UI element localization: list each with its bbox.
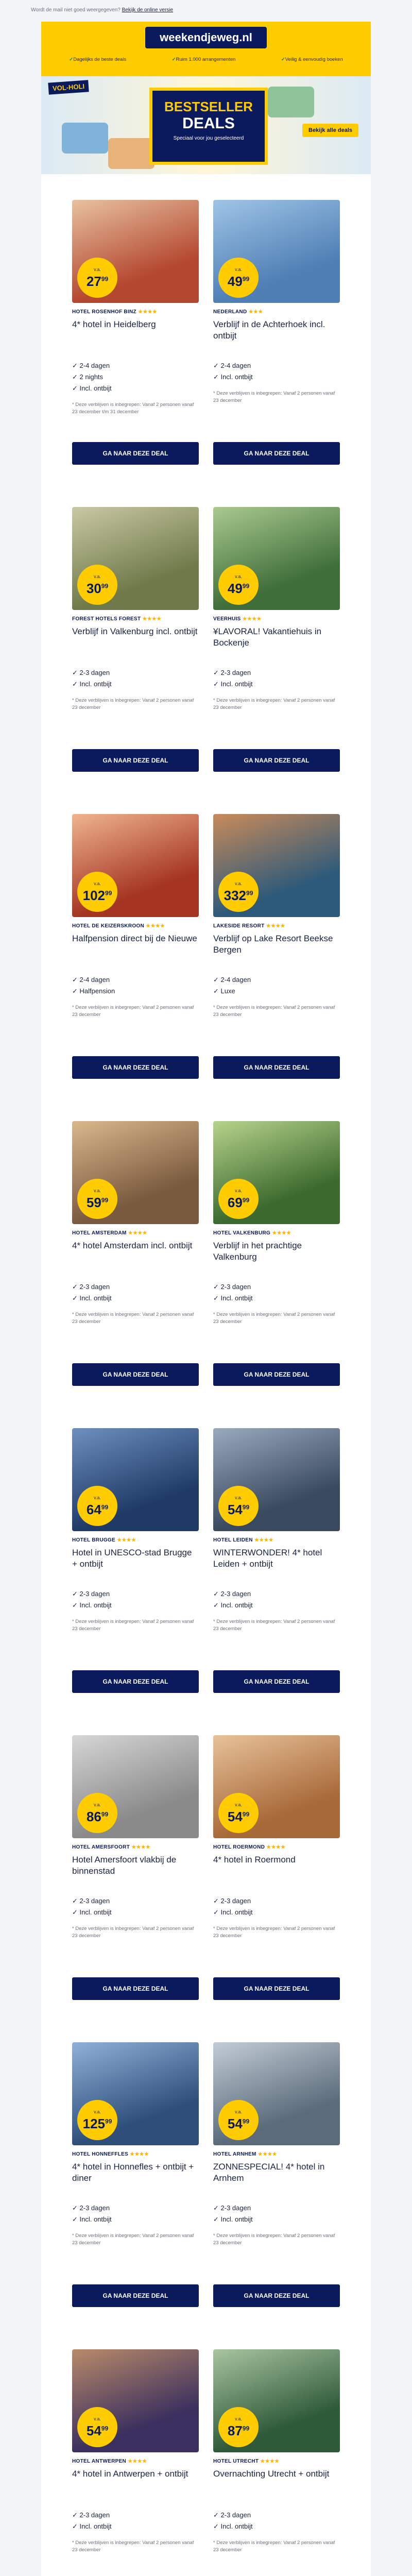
deal-card[interactable] [213,2349,340,2576]
hero-line2: DEALS [182,115,235,132]
deal-specs [72,974,199,997]
deal-specs [213,2202,340,2225]
price-cents: 99 [105,889,112,896]
deal-title[interactable]: Overnachting Utrecht + ontbijt [213,2469,330,2479]
deal-spec: ✓ Incl. ontbijt [213,1907,340,1918]
price-from-label: v.a. [94,574,101,579]
deal-image[interactable] [213,2349,340,2452]
deal-stars: ★★★★ [138,309,158,315]
deal-title[interactable]: 4* hotel in Honnefles + ontbijt + diner [72,2162,194,2183]
price-from-label: v.a. [235,1495,242,1500]
deal-card[interactable] [213,814,340,1121]
deal-card[interactable] [213,2042,340,2349]
price-from-label: v.a. [94,881,101,886]
deal-card[interactable] [72,1428,199,1735]
deal-spec: ✓ Incl. ontbijt [72,2521,199,2532]
deal-spec: ✓ 2-3 dagen [72,2202,199,2214]
price-badge [77,1486,117,1526]
price-cents: 99 [101,1503,109,1511]
deal-location [213,616,340,622]
deal-image[interactable] [213,1428,340,1531]
deal-specs [213,2510,340,2532]
deal-location-text: HOTEL HONNEFFLES [72,2151,129,2157]
deal-location-text: NEDERLAND [213,309,247,315]
deal-specs [72,1895,199,1918]
deal-card[interactable] [213,200,340,507]
price-badge [218,1179,259,1219]
deal-image[interactable] [213,2042,340,2145]
price-cents: 99 [242,2117,250,2125]
price-from-label: v.a. [94,2416,101,2421]
deal-spec: ✓ 2-3 dagen [72,1588,199,1600]
deal-specs [72,2202,199,2225]
price-badge [77,2100,117,2140]
price-value [83,2116,112,2131]
deal-stars: ★★★★ [266,1844,286,1850]
price-cents: 99 [101,1810,109,1818]
hero-book [149,88,268,165]
deal-location [72,616,199,622]
deal-specs [72,1588,199,1611]
deal-title[interactable]: Hotel Amersfoort vlakbij de binnenstad [72,1855,177,1876]
deal-spec: ✓ 2-4 dagen [72,360,199,371]
deal-spec: ✓ 2-3 dagen [72,667,199,679]
deal-location-text: LAKESIDE RESORT [213,923,265,929]
deal-title[interactable]: 4* hotel in Antwerpen + ontbijt [72,2469,188,2479]
price-from-label: v.a. [94,1802,101,1807]
deal-location-text: HOTEL ANTWERPEN [72,2459,127,2464]
deal-note: * Deze verblijven is inbegrepen: Vanaf 2 personen vanaf 23 december [213,1312,335,1325]
deal-spec: ✓ Incl. ontbijt [213,2521,340,2532]
deal-stars: ★★★★ [130,2151,149,2157]
deal-stars: ★★★★ [266,923,285,929]
price-badge [77,1793,117,1833]
deal-location [213,1537,340,1543]
deal-location-text: HOTEL LEIDEN [213,1537,253,1543]
deal-location-text: HOTEL ROSENHOF BINZ [72,309,136,315]
deal-title[interactable]: 4* hotel in Roermond [213,1855,296,1865]
price-value [228,1502,249,1517]
deal-specs [213,974,340,997]
deal-button[interactable]: GA NAAR DEZE DEAL [213,1977,340,2000]
price-from-label: v.a. [94,2109,101,2114]
price-from-label: v.a. [94,267,101,272]
price-from-label: v.a. [235,1188,242,1193]
deal-note: * Deze verblijven is inbegrepen: Vanaf 2 personen vanaf 23 december [213,1005,335,1018]
deal-image[interactable] [213,1735,340,1838]
topline [0,0,412,22]
deal-spec: ✓ 2-3 dagen [72,1895,199,1907]
deal-button[interactable]: GA NAAR DEZE DEAL [72,1977,199,2000]
price-badge [218,872,259,912]
price-value [87,274,108,289]
deal-button[interactable]: GA NAAR DEZE DEAL [213,1670,340,1693]
hero-subtitle: Speciaal voor jou geselecteerd [173,135,244,141]
price-badge [218,565,259,605]
deal-specs [213,1588,340,1611]
usp-item: ✓ Ruim 1.000 arrangementen [172,57,236,62]
deal-location-text: HOTEL AMERSFOORT [72,1844,130,1850]
deal-image[interactable] [72,507,199,610]
price-value [83,888,112,903]
price-from-label: v.a. [94,1495,101,1500]
price-euros: 49 [227,273,243,289]
price-euros: 54 [227,2115,243,2131]
price-cents: 99 [246,889,253,896]
deal-note: * Deze verblijven is inbegrepen: Vanaf 2 personen vanaf 23 december [72,2540,194,2553]
deal-stars: ★★★★ [146,923,165,929]
deal-spec: ✓ 2-3 dagen [213,2510,340,2521]
deal-specs [72,2510,199,2532]
price-euros: 59 [86,1194,101,1210]
price-cents: 99 [101,1196,109,1204]
deal-spec: ✓ Halfpension [72,986,199,997]
deal-image[interactable] [213,1121,340,1224]
price-value [87,2423,108,2438]
deal-specs [213,360,340,383]
header-usps [41,57,371,62]
deal-specs [213,667,340,690]
deal-location [72,2459,199,2464]
deal-spec: ✓ 2-3 dagen [213,2202,340,2214]
deal-spec: ✓ Incl. ontbijt [72,2214,199,2225]
deal-note: * Deze verblijven is inbegrepen: Vanaf 2 personen vanaf 23 december [72,1312,194,1325]
deal-title[interactable]: Hotel in UNESCO-stad Brugge + ontbijt [72,1548,192,1569]
price-euros: 54 [227,1808,243,1824]
deal-note: * Deze verblijven is inbegrepen: Vanaf 2 personen vanaf 23 december [72,1619,194,1632]
deal-location [213,1230,340,1236]
price-value [87,1502,108,1517]
price-value [87,1195,108,1210]
hero-line1: BESTSELLER [164,99,253,114]
price-badge [218,1793,259,1833]
deal-location [213,309,340,315]
deal-spec: ✓ Luxe [213,986,340,997]
deal-button[interactable]: GA NAAR DEZE DEAL [72,442,199,465]
deal-image[interactable] [72,1428,199,1531]
deal-specs [72,667,199,690]
price-from-label: v.a. [235,881,242,886]
deal-stars: ★★★★ [142,616,162,622]
deal-specs [213,1281,340,1304]
deal-spec: ✓ 2-3 dagen [213,1588,340,1600]
deal-spec: ✓ Incl. ontbijt [72,1600,199,1611]
deal-button[interactable]: GA NAAR DEZE DEAL [213,442,340,465]
deal-location-text: FOREST HOTELS FOREST [72,616,141,622]
deal-spec: ✓ Incl. ontbijt [213,2214,340,2225]
usp-item: ✓ Dagelijks de beste deals [69,57,126,62]
price-euros: 30 [86,580,101,596]
deal-note: * Deze verblijven is inbegrepen: Vanaf 2 personen vanaf 23 december [72,1005,194,1018]
deal-title[interactable]: Halfpension direct bij de Nieuwe [72,934,197,943]
deal-spec: ✓ 2-3 dagen [213,1281,340,1293]
deal-location-text: HOTEL BRUGGE [72,1537,115,1543]
deal-location-text: VEERHUIS [213,616,241,622]
deal-image[interactable] [72,1121,199,1224]
deal-card[interactable] [213,1428,340,1735]
hero-tag: VOL-HOLI [48,80,89,94]
online-version-link[interactable]: Bekijk de online versie [122,7,174,13]
header [41,22,371,76]
hero-deco-image [108,138,154,169]
deal-spec: ✓ Incl. ontbijt [213,1293,340,1304]
price-from-label: v.a. [235,574,242,579]
deal-title[interactable]: Verblijf in het prachtige Valkenburg [213,1241,302,1262]
deal-stars: ★★★★ [254,1537,273,1543]
deal-card[interactable] [72,2042,199,2349]
deal-button[interactable]: GA NAAR DEZE DEAL [213,2284,340,2307]
deal-card[interactable] [72,2349,199,2576]
deal-card[interactable] [72,200,199,507]
deal-location [72,923,199,929]
deal-stars: ★★★★ [242,616,262,622]
price-badge [218,258,259,298]
deal-note: * Deze verblijven is inbegrepen: Vanaf 2 personen vanaf 23 december [72,698,194,710]
deal-button[interactable]: GA NAAR DEZE DEAL [72,2284,199,2307]
price-value [228,2423,249,2438]
price-euros: 125 [82,2115,106,2131]
price-value [228,2116,249,2131]
deal-image[interactable] [213,507,340,610]
price-from-label: v.a. [235,267,242,272]
deal-specs [213,1895,340,1918]
price-badge [77,2407,117,2447]
price-value [87,581,108,596]
price-cents: 99 [242,275,250,282]
price-cents: 99 [101,582,109,589]
deal-stars: ★★★ [248,309,263,315]
price-euros: 64 [86,1501,101,1517]
deal-title[interactable]: 4* hotel in Heidelberg [72,319,156,329]
topline-text: Wordt de mail niet goed weergegeven? [31,7,121,13]
hero-deco-image [62,123,108,154]
price-from-label: v.a. [235,2109,242,2114]
price-cents: 99 [105,2117,112,2125]
deal-title[interactable]: Verblijf in de Achterhoek incl. ontbijt [213,319,325,341]
deal-location-text: HOTEL UTRECHT [213,2459,259,2464]
deal-spec: ✓ Incl. ontbijt [213,1600,340,1611]
hero-banner[interactable] [41,76,371,174]
deal-note: * Deze verblijven is inbegrepen: Vanaf 2 personen vanaf 23 december [213,698,335,710]
deal-spec: ✓ Incl. ontbijt [72,383,199,394]
price-cents: 99 [101,2425,109,2432]
deal-title[interactable]: 4* hotel Amsterdam incl. ontbijt [72,1241,193,1250]
price-badge [218,2407,259,2447]
price-cents: 99 [101,275,109,282]
hero-deco-image [268,87,314,117]
deal-spec: ✓ Incl. ontbijt [72,1907,199,1918]
deal-location [72,1844,199,1850]
deal-location-text: HOTEL ROERMOND [213,1844,265,1850]
deal-grid [41,174,371,2576]
price-cents: 99 [242,1196,250,1204]
price-from-label: v.a. [94,1188,101,1193]
price-badge [218,1486,259,1526]
deal-note: * Deze verblijven is inbegrepen: Vanaf 2 personen vanaf 23 december [213,391,335,403]
deal-title[interactable]: Verblijf in Valkenburg incl. ontbijt [72,626,198,636]
deal-specs [72,360,199,394]
deal-title[interactable]: Verblijf op Lake Resort Beekse Bergen [213,934,333,955]
deal-spec: ✓ Incl. ontbijt [213,679,340,690]
deal-location [72,309,199,315]
deal-card[interactable] [72,1121,199,1428]
deal-stars: ★★★★ [260,2459,280,2464]
price-cents: 99 [242,582,250,589]
price-euros: 54 [227,1501,243,1517]
deal-image[interactable] [213,814,340,917]
deal-location [213,923,340,929]
deal-image[interactable] [72,814,199,917]
price-cents: 99 [242,1503,250,1511]
price-value [228,1809,249,1824]
price-value [228,1195,249,1210]
price-from-label: v.a. [235,2416,242,2421]
deal-location [213,1844,340,1850]
deal-location-text: HOTEL AMSTERDAM [72,1230,127,1236]
deal-spec: ✓ 2-3 dagen [213,667,340,679]
price-badge [218,2100,259,2140]
deal-note: * Deze verblijven is inbegrepen: Vanaf 2 personen vanaf 23 december [72,2233,194,2246]
price-euros: 332 [224,887,247,903]
deal-spec: ✓ 2 nights [72,371,199,383]
price-badge [77,1179,117,1219]
deal-note: * Deze verblijven is inbegrepen: Vanaf 2 personen vanaf 23 december [213,2233,335,2246]
deal-image[interactable] [72,1735,199,1838]
deal-button[interactable]: GA NAAR DEZE DEAL [72,1363,199,1386]
deal-spec: ✓ Incl. ontbijt [72,1293,199,1304]
deal-image[interactable] [72,2042,199,2145]
price-from-label: v.a. [235,1802,242,1807]
deal-title[interactable]: ¥LAVORAL! Vakantiehuis in Bockenje [213,626,322,648]
deal-note: * Deze verblijven is inbegrepen: Vanaf 2 personen vanaf 23 december [213,1619,335,1632]
deal-note: * Deze verblijven is inbegrepen: Vanaf 2 personen vanaf 23 december [72,1926,194,1939]
deal-spec: ✓ 2-3 dagen [72,1281,199,1293]
deal-image[interactable] [72,2349,199,2452]
deal-stars: ★★★★ [117,1537,136,1543]
deal-button[interactable]: GA NAAR DEZE DEAL [213,749,340,772]
price-euros: 86 [86,1808,101,1824]
deal-location-text: HOTEL VALKENBURG [213,1230,271,1236]
deal-note: * Deze verblijven is inbegrepen: Vanaf 2 personen vanaf 23 december [213,1926,335,1939]
deal-spec: ✓ Incl. ontbijt [213,371,340,383]
deal-stars: ★★★★ [128,1230,147,1236]
deal-card[interactable] [213,507,340,814]
deal-note: * Deze verblijven is inbegrepen: Vanaf 2 personen vanaf 23 december t/m 31 december [72,402,194,415]
deal-location [72,1230,199,1236]
deal-location [72,2151,199,2157]
deal-card[interactable] [72,814,199,1121]
deal-stars: ★★★★ [272,1230,291,1236]
deal-image[interactable] [72,200,199,303]
price-euros: 27 [86,273,101,289]
price-value [228,274,249,289]
deal-card[interactable] [213,1735,340,2042]
deal-title[interactable]: WINTERWONDER! 4* hotel Leiden + ontbijt [213,1548,322,1569]
deal-note: * Deze verblijven is inbegrepen: Vanaf 2 personen vanaf 23 december [213,2540,335,2553]
deal-stars: ★★★★ [128,2459,147,2464]
deal-spec: ✓ Incl. ontbijt [72,679,199,690]
deal-title[interactable]: ZONNESPECIAL! 4* hotel in Arnhem [213,2162,325,2183]
price-euros: 102 [82,887,106,903]
deal-specs [72,1281,199,1304]
deal-button[interactable]: GA NAAR DEZE DEAL [72,1670,199,1693]
logo[interactable]: weekendjeweg.nl [145,27,267,48]
deal-card[interactable] [72,1735,199,2042]
deal-card[interactable] [213,1121,340,1428]
deal-location-text: HOTEL DE KEIZERSKROON [72,923,145,929]
price-value [224,888,253,903]
deal-stars: ★★★★ [131,1844,151,1850]
price-euros: 49 [227,580,243,596]
price-euros: 54 [86,2422,101,2438]
deal-button[interactable]: GA NAAR DEZE DEAL [72,749,199,772]
price-cents: 99 [242,2425,250,2432]
deal-image[interactable] [213,200,340,303]
deal-spec: ✓ 2-3 dagen [213,1895,340,1907]
deal-location-text: HOTEL ARNHEM [213,2151,256,2157]
deal-location [213,2151,340,2157]
price-badge [77,872,117,912]
deal-button[interactable]: GA NAAR DEZE DEAL [213,1056,340,1079]
price-badge [77,565,117,605]
usp-item: ✓ Veilig & eenvoudig boeken [281,57,343,62]
deal-spec: ✓ 2-3 dagen [72,2510,199,2521]
deal-spec: ✓ 2-4 dagen [72,974,199,986]
deal-stars: ★★★★ [258,2151,277,2157]
deal-spec: ✓ 2-4 dagen [213,360,340,371]
deal-button[interactable]: GA NAAR DEZE DEAL [213,1363,340,1386]
price-cents: 99 [242,1810,250,1818]
price-euros: 69 [227,1194,243,1210]
price-badge [77,258,117,298]
price-value [228,581,249,596]
deal-button[interactable]: GA NAAR DEZE DEAL [72,1056,199,1079]
deal-card[interactable] [72,507,199,814]
deal-location [72,1537,199,1543]
deal-location [213,2459,340,2464]
deal-spec: ✓ 2-4 dagen [213,974,340,986]
price-value [87,1809,108,1824]
hero-cta-button[interactable]: Bekijk alle deals [302,124,358,137]
price-euros: 87 [227,2422,243,2438]
